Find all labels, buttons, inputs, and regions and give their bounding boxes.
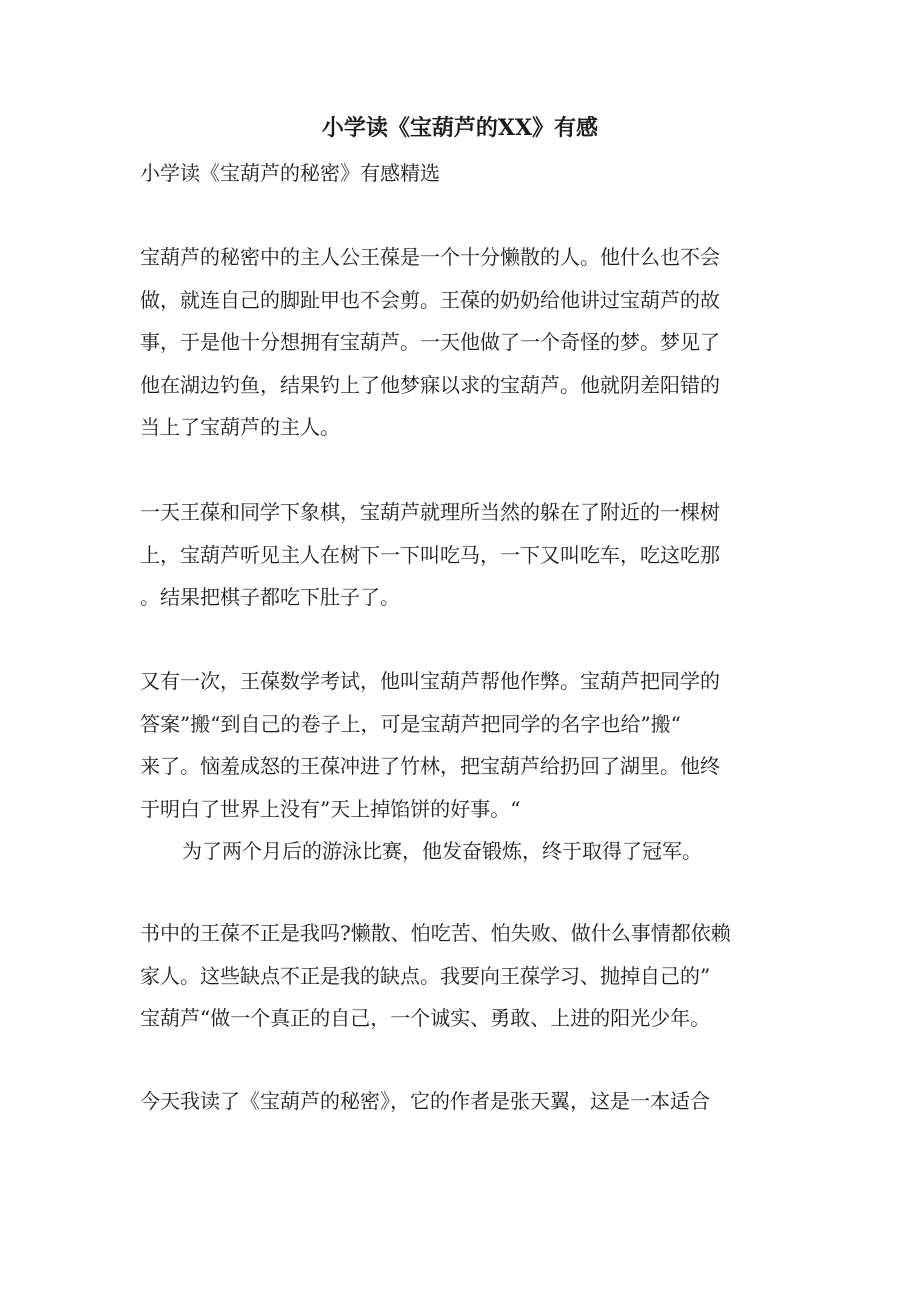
- text-line: 当上了宝葫芦的主人。: [140, 415, 340, 439]
- text-line: 又有一次，王葆数学考试，他叫宝葫芦帮他作弊。宝葫芦把同学的: [140, 669, 720, 693]
- text-line: 答案”搬“到自己的卷子上，可是宝葫芦把同学的名字也给”搬“: [140, 711, 681, 736]
- paragraph-5: [140, 1080, 790, 1123]
- text-line: 他在湖边钓鱼，结果钓上了他梦寐以求的宝葫芦。他就阴差阳错的: [140, 372, 720, 397]
- text-line: 今天我读了《宝葫芦的秘密》，它的作者是张天翼，这是一本适合: [140, 1089, 710, 1113]
- page-title: 小学读《宝葫芦的XX》有感: [321, 115, 599, 141]
- paragraph-2: [140, 491, 790, 619]
- text-line: 事，于是他十分想拥有宝葫芦。一天他做了一个奇怪的梦。梦见了: [140, 330, 720, 354]
- page-subtitle: 小学读《宝葫芦的秘密》有感精选: [140, 161, 440, 185]
- paragraph-3: [140, 660, 790, 873]
- text-line: 上，宝葫芦听见主人在树下一下叫吃马，一下又叫吃车，吃这吃那: [140, 542, 720, 567]
- text-line: 于明白了世界上没有”天上掉馅饼的好事。“: [140, 796, 521, 821]
- text-line: 一天王葆和同学下象棋，宝葫芦就理所当然的躲在了附近的一棵树: [140, 500, 720, 524]
- text-line: 宝葫芦“做一个真正的自己，一个诚实、勇敢、上进的阳光少年。: [140, 1006, 711, 1030]
- text-line: 家人。这些缺点不正是我的缺点。我要向王葆学习、抛掉自己的”: [140, 963, 711, 988]
- text-line-indented: 为了两个月后的游泳比赛，他发奋锻炼，终于取得了冠军。: [182, 839, 702, 863]
- text-line: 。结果把棋子都吃下肚子了。: [140, 585, 400, 609]
- text-line: 做，就连自己的脚趾甲也不会剪。王葆的奶奶给他讲过宝葫芦的故: [140, 287, 720, 312]
- text-line: 宝葫芦的秘密中的主人公王葆是一个十分懒散的人。他什么也不会: [140, 245, 720, 269]
- text-line: 来了。恼羞成怒的王葆冲进了竹林，把宝葫芦给扔回了湖里。他终: [140, 754, 720, 778]
- text-line: 书中的王葆不正是我吗?懒散、怕吃苦、怕失败、做什么事情都依赖: [140, 921, 731, 945]
- paragraph-1: [140, 236, 790, 449]
- paragraph-4: [140, 912, 790, 1040]
